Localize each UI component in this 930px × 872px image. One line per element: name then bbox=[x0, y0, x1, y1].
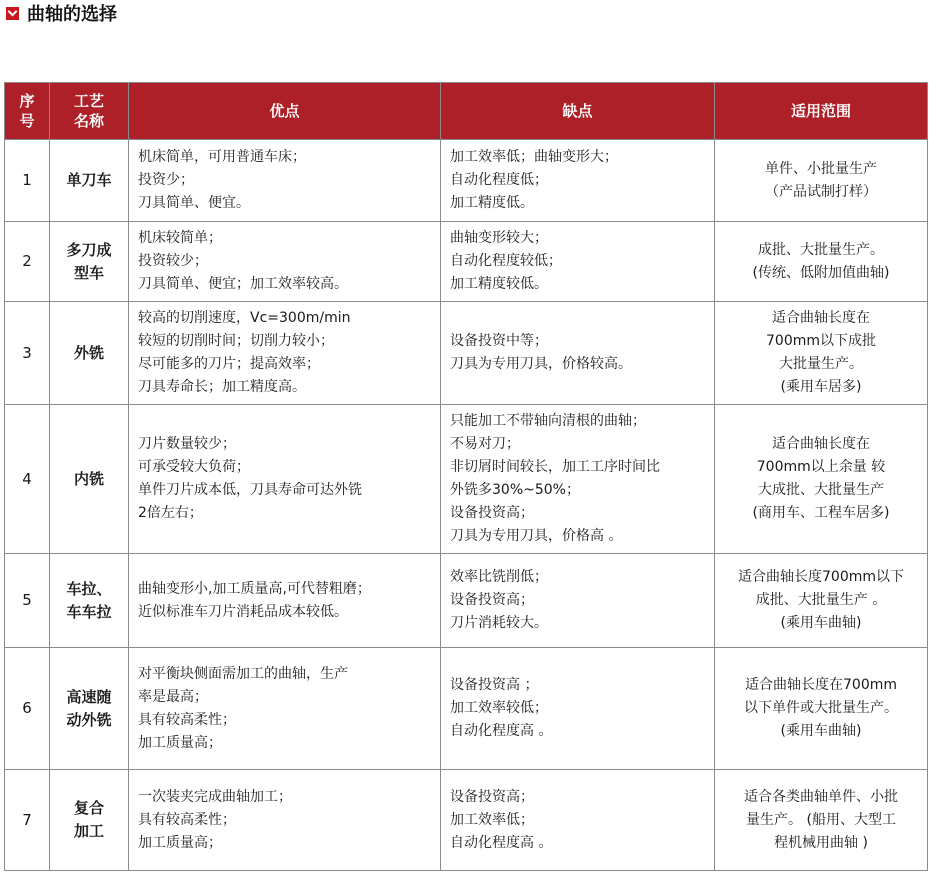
advantages-cell-line: 刀具简单、便宜；加工效率较高。 bbox=[138, 276, 348, 292]
advantages-cell-line: 刀具简单、便宜。 bbox=[138, 195, 250, 211]
disadvantages-cell-line: 只能加工不带轴向清根的曲轴； bbox=[450, 413, 646, 429]
disadvantages-cell-line: 非切屑时间较长，加工工序时间比 bbox=[450, 459, 660, 475]
disadvantages-cell bbox=[441, 222, 715, 302]
advantages-cell-line: 尽可能多的刀片；提高效率； bbox=[138, 356, 320, 372]
advantages-cell bbox=[129, 770, 441, 871]
advantages-cell-line: 机床较简单； bbox=[138, 230, 222, 246]
scope-cell bbox=[715, 554, 928, 648]
header-process: 工艺 名称 bbox=[50, 83, 129, 140]
advantages-cell bbox=[129, 554, 441, 648]
scope-cell-line: 大成批、大批量生产 bbox=[758, 482, 884, 498]
row-index: 3 bbox=[5, 302, 50, 405]
row-index: 1 bbox=[5, 140, 50, 222]
scope-cell-line: 700mm以下成批 bbox=[766, 333, 876, 349]
scope-cell bbox=[715, 222, 928, 302]
disadvantages-cell-line: 加工效率较低； bbox=[450, 700, 548, 716]
disadvantages-cell-line: 刀具为专用刀具，价格较高。 bbox=[450, 356, 632, 372]
process-name bbox=[50, 140, 129, 222]
header-scope: 适用范围 bbox=[715, 83, 928, 140]
section-title bbox=[6, 1, 117, 25]
advantages-cell-line: 较短的切削时间；切削力较小； bbox=[138, 333, 334, 349]
advantages-cell-line: 投资少； bbox=[138, 172, 194, 188]
advantages-cell bbox=[129, 222, 441, 302]
row-index: 4 bbox=[5, 405, 50, 554]
check-icon bbox=[6, 7, 19, 20]
scope-cell-line: 适合各类曲轴单件、小批 bbox=[744, 788, 898, 805]
row-index: 6 bbox=[5, 648, 50, 770]
header-advantages: 优点 bbox=[129, 83, 441, 140]
disadvantages-cell bbox=[441, 302, 715, 405]
table-row bbox=[5, 648, 928, 770]
scope-cell bbox=[715, 648, 928, 770]
disadvantages-cell-line: 自动化程度高 。 bbox=[450, 834, 553, 851]
advantages-cell-line: 率是最高； bbox=[138, 688, 208, 705]
header-disadvantages: 缺点 bbox=[441, 83, 715, 140]
scope-cell-line: 成批、大批量生产 。 bbox=[755, 592, 887, 608]
scope-cell-line: (乘用车曲轴) bbox=[780, 723, 862, 739]
advantages-cell-line: 加工质量高； bbox=[138, 834, 222, 851]
scope-cell bbox=[715, 302, 928, 405]
process-name-line: 单刀车 bbox=[66, 171, 112, 189]
table-row bbox=[5, 222, 928, 302]
disadvantages-cell bbox=[441, 140, 715, 222]
disadvantages-cell-line: 加工精度低。 bbox=[450, 195, 534, 211]
disadvantages-cell-line: 不易对刀； bbox=[450, 436, 520, 452]
scope-cell-line: 成批、大批量生产。 bbox=[758, 241, 884, 258]
advantages-cell-line: 加工质量高； bbox=[138, 734, 222, 751]
process-name bbox=[50, 405, 129, 554]
disadvantages-cell-line: 设备投资高； bbox=[450, 788, 534, 805]
advantages-cell-line: 具有较高柔性； bbox=[138, 811, 236, 828]
advantages-cell-line: 近似标准车刀片消耗品成本较低。 bbox=[138, 603, 348, 620]
disadvantages-cell bbox=[441, 405, 715, 554]
disadvantages-cell-line: 效率比铣削低； bbox=[450, 569, 548, 585]
advantages-cell-line: 曲轴变形小,加工质量高,可代替粗磨； bbox=[138, 580, 371, 597]
row-index: 5 bbox=[5, 554, 50, 648]
advantages-cell-line: 具有较高柔性； bbox=[138, 711, 236, 728]
table-row bbox=[5, 554, 928, 648]
advantages-cell-line: 2倍左右； bbox=[138, 505, 203, 521]
process-name bbox=[50, 302, 129, 405]
table-row bbox=[5, 405, 928, 554]
disadvantages-cell-line: 自动化程度低； bbox=[450, 172, 548, 188]
disadvantages-cell-line: 设备投资高 ； bbox=[450, 677, 539, 693]
scope-cell-line: 量生产。 (船用、大型工 bbox=[746, 811, 896, 828]
process-name-line: 车车拉 bbox=[66, 602, 112, 621]
advantages-cell-line: 可承受较大负荷； bbox=[138, 459, 250, 475]
advantages-cell-line: 一次装夹完成曲轴加工； bbox=[138, 788, 292, 805]
advantages-cell-line: 刀具寿命长；加工精度高。 bbox=[138, 379, 306, 395]
header-index: 序 号 bbox=[5, 83, 50, 140]
disadvantages-cell-line: 加工效率低； bbox=[450, 811, 534, 828]
scope-cell-line: 大批量生产。 bbox=[779, 356, 863, 372]
process-name-line: 外铣 bbox=[73, 343, 104, 362]
table-row bbox=[5, 302, 928, 405]
process-name-line: 复合 bbox=[73, 799, 104, 817]
disadvantages-cell-line: 加工效率低；曲轴变形大； bbox=[450, 149, 618, 165]
disadvantages-cell-line: 设备投资高； bbox=[450, 505, 534, 521]
page-title: 曲轴的选择 bbox=[27, 4, 117, 25]
disadvantages-cell-line: 外铣多30%~50%； bbox=[450, 482, 580, 498]
process-name bbox=[50, 554, 129, 648]
disadvantages-cell-line: 加工精度较低。 bbox=[450, 276, 548, 292]
table-header-row bbox=[5, 83, 928, 140]
process-name bbox=[50, 770, 129, 871]
disadvantages-cell bbox=[441, 770, 715, 871]
advantages-cell-line: 对平衡块侧面需加工的曲轴，生产 bbox=[138, 665, 348, 682]
advantages-cell-line: 机床简单，可用普通车床； bbox=[138, 149, 306, 165]
disadvantages-cell-line: 设备投资中等； bbox=[450, 333, 548, 349]
scope-cell-line: 适合曲轴长度700mm以下 bbox=[738, 569, 904, 585]
advantages-cell-line: 单件刀片成本低，刀具寿命可达外铣 bbox=[138, 482, 362, 498]
process-name-line: 加工 bbox=[73, 822, 104, 840]
scope-cell-line: (传统、低附加值曲轴) bbox=[752, 264, 890, 281]
scope-cell-line: 以下单件或大批量生产。 bbox=[744, 700, 898, 716]
process-name bbox=[50, 648, 129, 770]
disadvantages-cell-line: 设备投资高； bbox=[450, 592, 534, 608]
disadvantages-cell bbox=[441, 648, 715, 770]
scope-cell-line: 适合曲轴长度在700mm bbox=[745, 677, 897, 693]
disadvantages-cell-line: 曲轴变形较大； bbox=[450, 230, 548, 246]
scope-cell-line: (乘用车曲轴) bbox=[780, 615, 862, 631]
process-name bbox=[50, 222, 129, 302]
process-name-line: 动外铣 bbox=[66, 710, 112, 729]
scope-cell-line: (商用车、工程车居多) bbox=[752, 505, 890, 521]
scope-cell-line: 适合曲轴长度在 bbox=[772, 310, 870, 326]
row-index: 7 bbox=[5, 770, 50, 871]
scope-cell-line: (乘用车居多) bbox=[780, 379, 862, 395]
process-name-line: 高速随 bbox=[66, 687, 112, 706]
disadvantages-cell-line: 刀具为专用刀具，价格高 。 bbox=[450, 528, 623, 544]
process-name-line: 多刀成 bbox=[66, 240, 112, 259]
scope-cell-line: 适合曲轴长度在 bbox=[772, 436, 870, 452]
advantages-cell bbox=[129, 648, 441, 770]
scope-cell-line: 单件、小批量生产 bbox=[765, 160, 877, 177]
process-name-line: 车拉、 bbox=[66, 579, 112, 598]
scope-cell bbox=[715, 405, 928, 554]
advantages-cell bbox=[129, 302, 441, 405]
disadvantages-cell bbox=[441, 554, 715, 648]
scope-cell-line: 700mm以上余量 较 bbox=[756, 459, 886, 475]
disadvantages-cell-line: 自动化程度高 。 bbox=[450, 723, 553, 739]
scope-cell-line: 程机械用曲轴 ) bbox=[774, 834, 868, 851]
disadvantages-cell-line: 刀片消耗较大。 bbox=[450, 615, 548, 631]
advantages-cell-line: 刀片数量较少； bbox=[138, 436, 236, 452]
advantages-cell bbox=[129, 405, 441, 554]
scope-cell bbox=[715, 140, 928, 222]
table-row bbox=[5, 140, 928, 222]
scope-cell-line: （产品试制打样） bbox=[765, 183, 877, 200]
crankshaft-comparison-table bbox=[4, 82, 928, 871]
process-name-line: 型车 bbox=[73, 263, 104, 282]
table-row bbox=[5, 770, 928, 871]
scope-cell bbox=[715, 770, 928, 871]
disadvantages-cell-line: 自动化程度较低； bbox=[450, 253, 562, 269]
advantages-cell bbox=[129, 140, 441, 222]
process-name-line: 内铣 bbox=[73, 469, 104, 488]
advantages-cell-line: 投资较少； bbox=[138, 253, 208, 269]
row-index: 2 bbox=[5, 222, 50, 302]
advantages-cell-line: 较高的切削速度，Vc=300m/min bbox=[138, 310, 351, 326]
